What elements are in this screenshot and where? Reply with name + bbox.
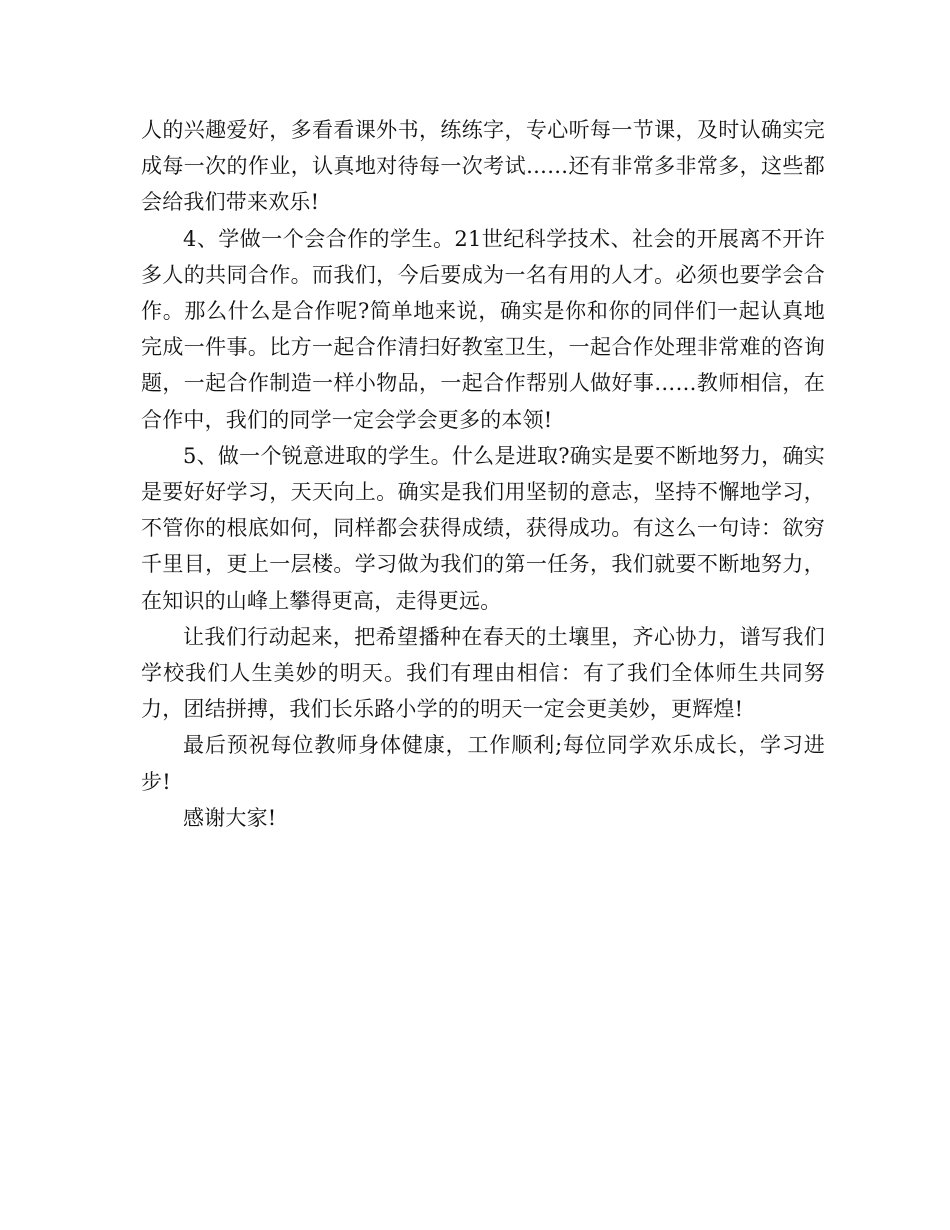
paragraph-continuation: 人的兴趣爱好，多看看课外书，练练字，专心听每一节课，及时认确实完成每一次的作业，认真地对待每一次考试……还有非常多非常多，这些都会给我们带来欢乐! [141, 118, 825, 215]
paragraph-cooperation: 4、学做一个会合作的学生。21世纪科学技术、社会的开展离不开许多人的共同合作。而我们，今后要成为一名有用的人才。必须也要学会合作。那么什么是合作呢?简单地来说，确实是你和你的同伴们一起认真地完成一件事。比方一起合作清扫好教室卫生，一起合作处理非常难的咨询题，一起合作制造一样小物品，一起合作帮别人做好事……教师相信，在合作中，我们的同学一定会学会更多的本领! [141, 226, 825, 432]
paragraph-wishes: 最后预祝每位教师身体健康，工作顺利;每位同学欢乐成长，学习进步! [141, 733, 825, 794]
document-body [141, 112, 825, 836]
paragraph-call-to-action: 让我们行动起来，把希望播种在春天的土壤里，齐心协力，谱写我们学校我们人生美妙的明天。我们有理由相信：有了我们全体师生共同努力，团结拼搏，我们长乐路小学的的明天一定会更美妙，更辉煌! [141, 624, 825, 722]
paragraph-enterprising: 5、做一个锐意进取的学生。什么是进取?确实是要不断地努力，确实是要好好学习，天天向上。确实是我们用坚韧的意志，坚持不懈地学习，不管你的根底如何，同样都会获得成绩，获得成功。有这么一句诗：欲穷千里目，更上一层楼。学习做为我们的第一任务，我们就要不断地努力，在知识的山峰上攀得更高，走得更远。 [141, 443, 825, 613]
paragraph-thanks: 感谢大家! [183, 805, 277, 830]
